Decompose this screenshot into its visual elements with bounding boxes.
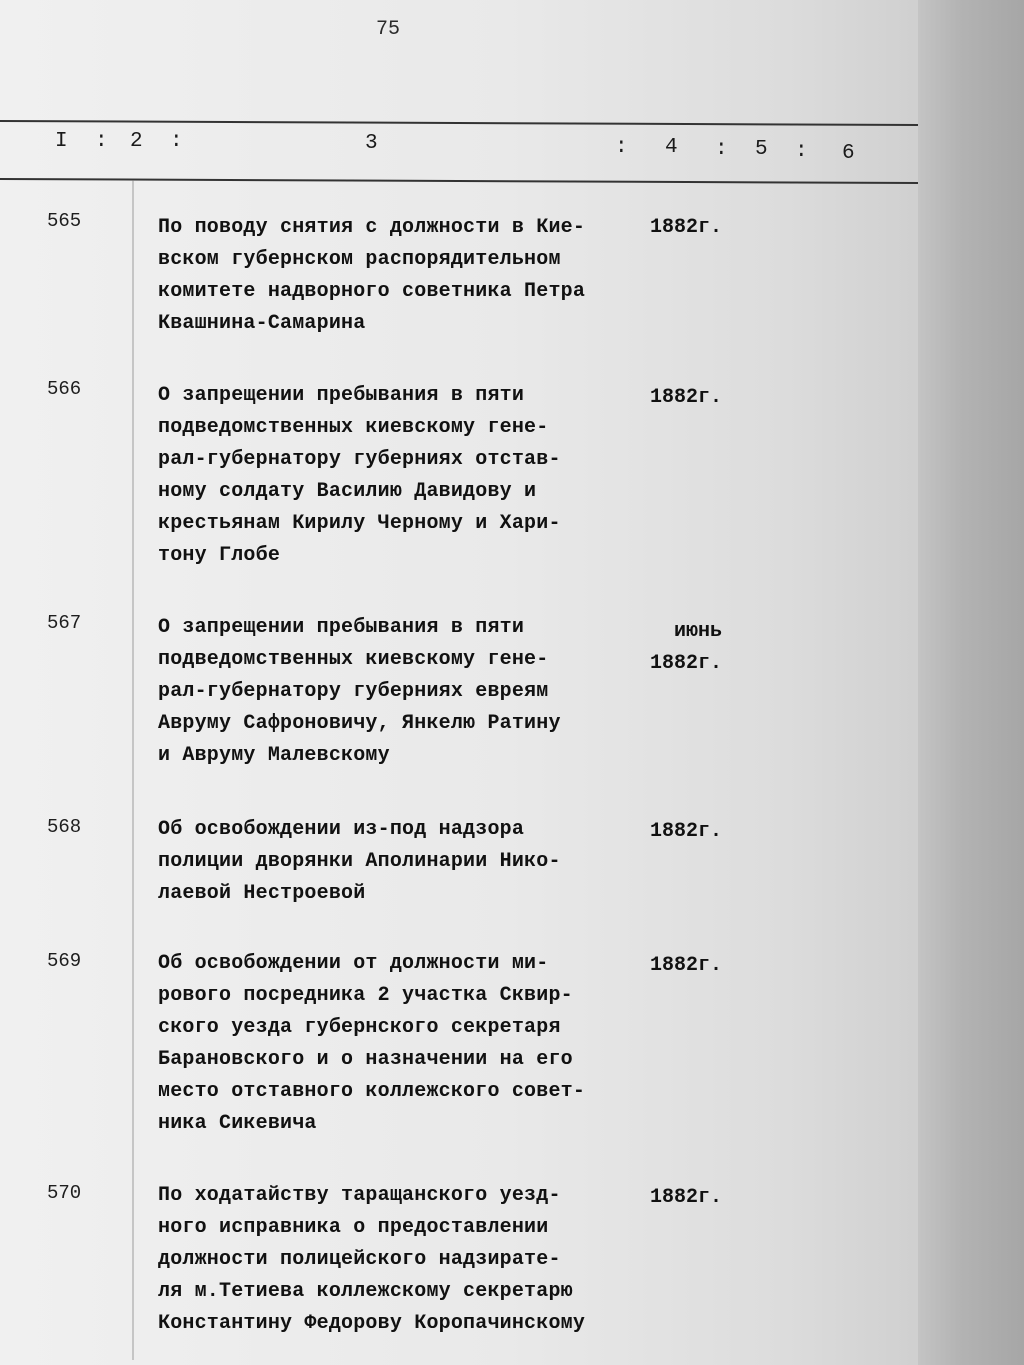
column-separator: :	[170, 130, 183, 153]
entry-number: 570	[47, 1182, 82, 1204]
column-6-header: 6	[842, 142, 855, 165]
entry-description: По ходатайству таращанского уезд- ного исправника о предоставлении должности полицейского надзирате- ля м.Тетиева коллежскому секретарю Константину Федорову Коропачинскому	[158, 1184, 586, 1335]
column-separator: :	[615, 136, 628, 159]
entry-description: О запрещении пребывания в пяти подведомственных киевскому гене- рал-губернатору губерниях евреям Авруму Сафроновичу, Янкелю Ратину и Авруму Малевскому	[158, 616, 561, 767]
page-edge	[918, 0, 1024, 1365]
entry-date: 1882г.	[649, 1186, 722, 1209]
entry-number: 566	[47, 378, 82, 400]
column-5-header: 5	[755, 138, 768, 161]
column-separator: :	[795, 140, 808, 163]
entry-number: 565	[47, 210, 82, 232]
column-3-header: 3	[365, 132, 378, 155]
page-number: 75	[376, 18, 401, 41]
column-separator: :	[715, 138, 728, 161]
entry-description: Об освобождении из-под надзора полиции дворянки Аполинарии Нико- лаевой Нестроевой	[158, 818, 561, 905]
column-2-header: 2	[130, 130, 143, 153]
entry-date: 1882г.	[649, 386, 722, 409]
entry-number: 567	[47, 612, 82, 634]
column-separator: :	[95, 130, 108, 153]
header-rule-bottom	[0, 178, 918, 184]
column-divider	[132, 180, 134, 1360]
entry-date: июнь 1882г.	[649, 620, 722, 675]
column-1-header: I	[55, 130, 68, 153]
entry-description: О запрещении пребывания в пяти подведомственных киевскому гене- рал-губернатору губерниях отстав- ному солдату Василию Давидову и крестьянам Кирилу Черному и Хари- тону Глобе	[158, 384, 561, 567]
entry-number: 569	[47, 950, 82, 972]
entry-description: Об освобождении от должности ми- рового посредника 2 участка Сквир- ского уезда губернского секретаря Барановского и о назначении на его место отставного коллежского совет- ника Сикевича	[158, 952, 586, 1135]
entry-description: По поводу снятия с должности в Кие- вском губернском распорядительном комитете надворного советника Петра Квашнина-Самарина	[158, 216, 586, 335]
entry-number: 568	[47, 816, 82, 838]
entry-date: 1882г.	[649, 954, 722, 977]
column-4-header: 4	[665, 136, 678, 159]
entry-date: 1882г.	[649, 820, 722, 843]
header-rule-top	[0, 120, 918, 126]
entry-date: 1882г.	[649, 216, 722, 239]
